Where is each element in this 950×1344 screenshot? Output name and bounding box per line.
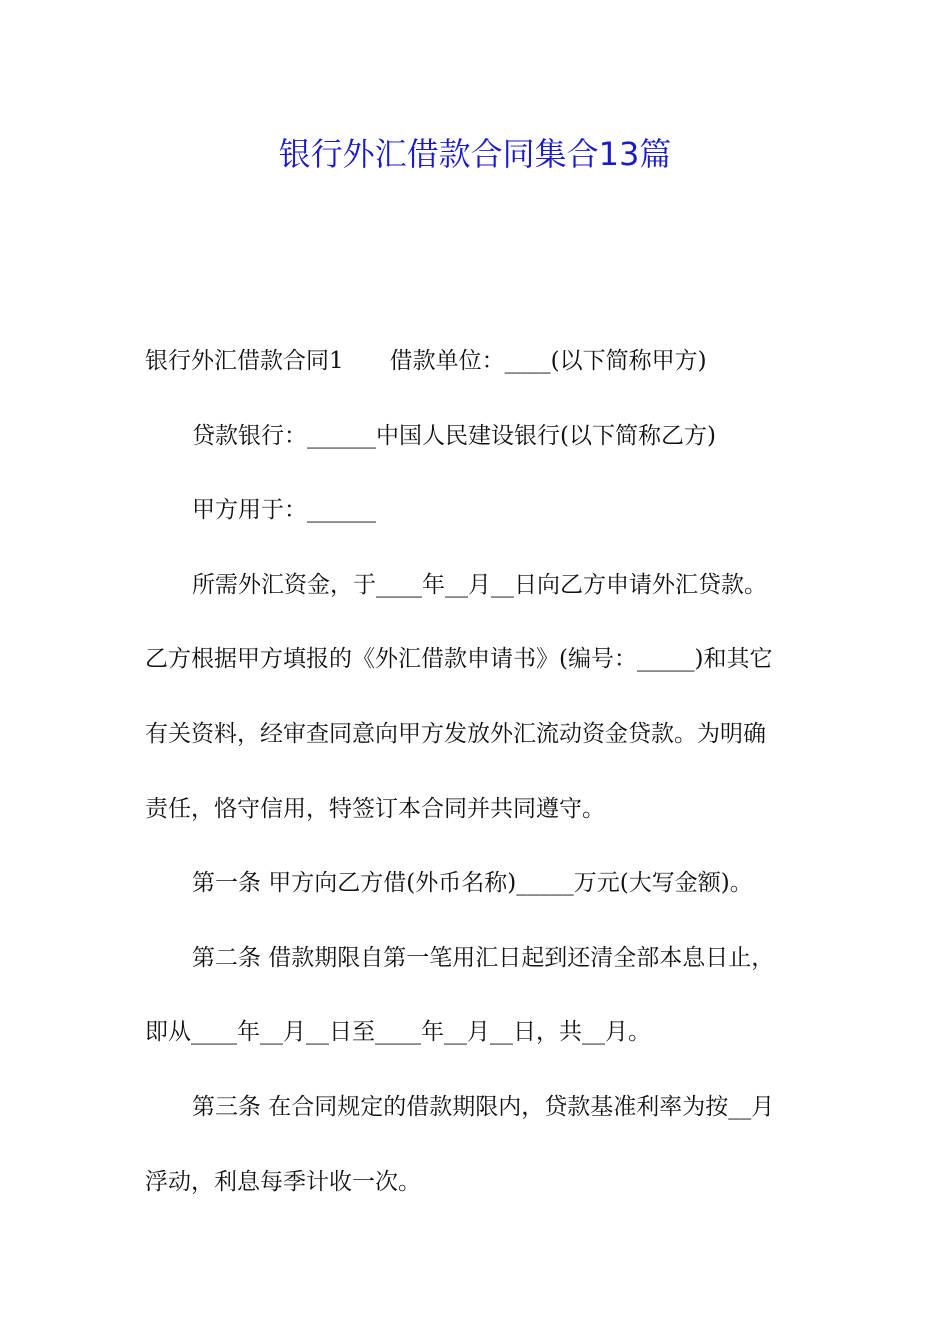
article-2-line: 第二条 借款期限自第一笔用汇日起到还清全部本息日止，	[192, 944, 775, 971]
paragraph-line: 所需外汇资金，于____年__月__日向乙方申请外汇贷款。	[192, 571, 767, 598]
paragraph-line: 乙方根据甲方填报的《外汇借款申请书》(编号：_____)和其它	[145, 646, 773, 673]
paragraph-line: 责任，恪守信用，特签订本合同并共同遵守。	[145, 795, 605, 822]
paragraph-line: 甲方用于：______	[192, 497, 376, 524]
document-body	[145, 337, 810, 1232]
document-title: 银行外汇借款合同集合13篇	[278, 135, 672, 173]
paragraph-line: 贷款银行：______中国人民建设银行(以下简称乙方)	[192, 422, 716, 449]
paragraph-line: 银行外汇借款合同1 借款单位：____(以下简称甲方)	[145, 348, 707, 374]
paragraph-line: 即从____年__月__日至____年__月__日，共__月。	[145, 1019, 651, 1046]
paragraph-line: 浮动，利息每季计收一次。	[145, 1168, 421, 1195]
article-3-line: 第三条 在合同规定的借款期限内，贷款基准利率为按__月	[192, 1093, 775, 1120]
article-1-line: 第一条 甲方向乙方借(外币名称)_____万元(大写金额)。	[192, 870, 753, 897]
paragraph-line: 有关资料，经审查同意向甲方发放外汇流动资金贷款。为明确	[145, 720, 766, 747]
